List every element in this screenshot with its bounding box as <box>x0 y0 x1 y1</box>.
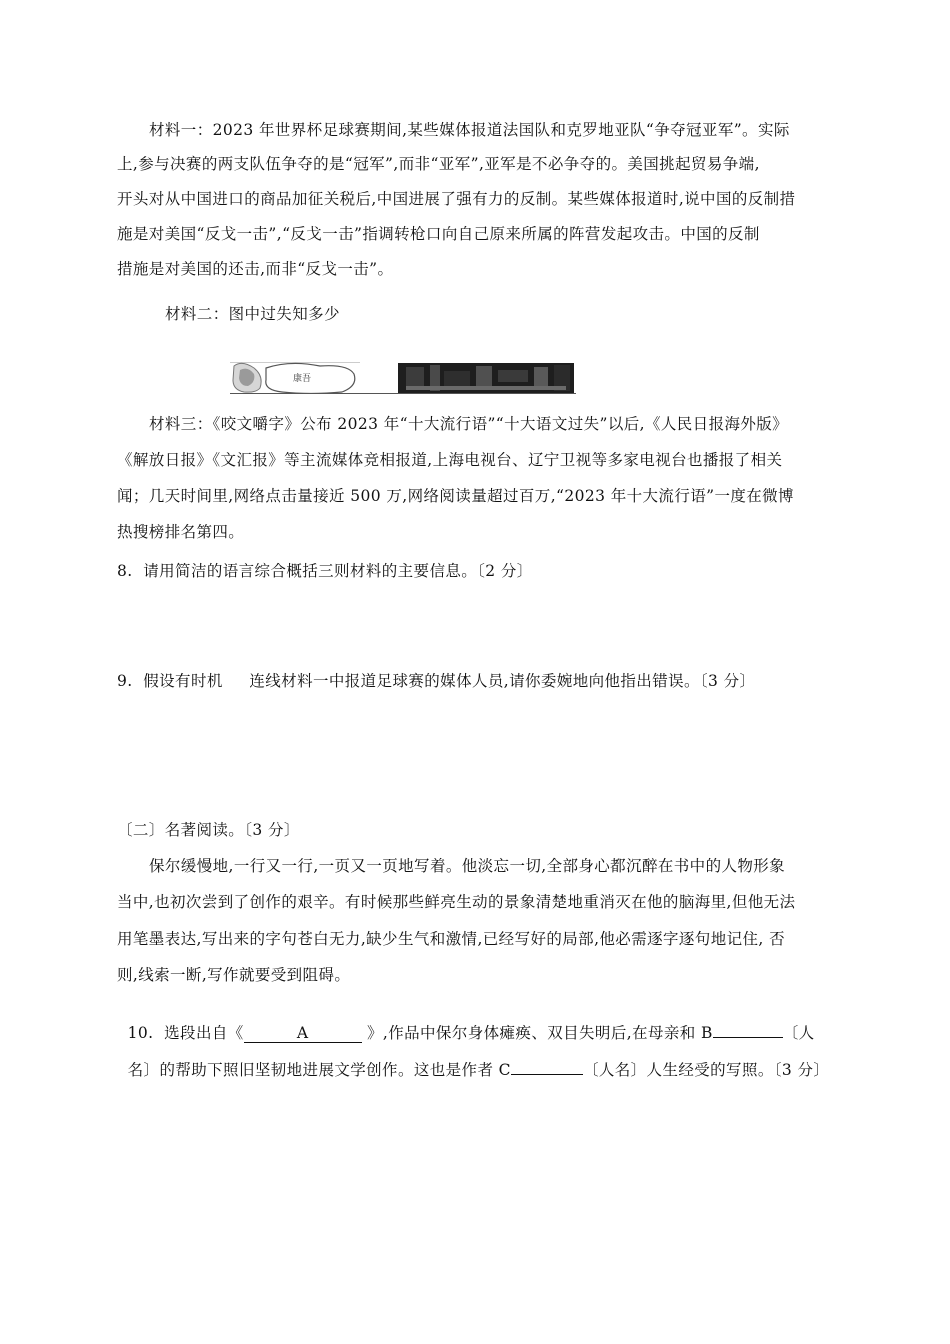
error-spotting-figure <box>230 362 576 394</box>
material-1-line-3: 开头对从中国进口的商品加征关税后,中国进展了强有力的反制。某些媒体报道时,说中国的反制措 <box>117 190 796 208</box>
material-1-line-5: 措施是对美国的还击,而非“反戈一击”。 <box>117 260 394 278</box>
question-9: 9. 假设有时机 连线材料一中报道足球赛的媒体人员,请你委婉地向他指出错误。〔3 分〕 <box>117 672 756 690</box>
q10-suffix: 〔人 <box>782 1024 815 1042</box>
q10-prefix: 10. 选段出自《 <box>127 1024 244 1042</box>
q10-line2-suffix: 〔人名〕人生经受的写照。〔3 分〕 <box>582 1061 830 1079</box>
material-1-line-2: 上,参与决赛的两支队伍争夺的是“冠军”,而非“亚军”,亚军是不必争夺的。美国挑起贸易争端, <box>117 155 760 173</box>
excerpt-line-1: 保尔缓慢地,一行又一行,一页又一页地写着。他淡忘一切,全部身心都沉醉在书中的人物形象 <box>149 857 786 875</box>
material-1-line-1: 材料一：2023 年世界杯足球赛期间,某些媒体报道法国队和克罗地亚队“争夺冠亚军”。实际 <box>149 121 790 139</box>
question-10-line-1 <box>117 1003 815 1043</box>
excerpt-line-3: 用笔墨表达,写出来的字句苍白无力,缺少生气和激情,已经写好的局部,他必需逐字逐句地记住, 否 <box>117 930 785 948</box>
material-3-line-1: 材料三：《咬文嚼字》公布 2023 年“十大流行语”“十大语文过失”以后,《人民日报海外版》 <box>149 415 789 433</box>
material-3-line-3: 闻；几天时间里,网络点击量接近 500 万,网络阅读量超过百万,“2023 年十大流行语”一度在微博 <box>117 487 794 505</box>
material-3-line-2: 《解放日报》《文汇报》等主流媒体竞相报道,上海电视台、辽宁卫视等多家电视台也播报了相关 <box>117 451 783 469</box>
excerpt-line-4: 则,线索一断,写作就要受到阻碍。 <box>117 966 351 984</box>
blank-c[interactable] <box>511 1074 583 1075</box>
section-2-heading: 〔二〕名著阅读。〔3 分〕 <box>117 821 300 839</box>
figure-text: 康吾 <box>293 374 312 384</box>
blank-a[interactable]: A <box>244 1024 362 1043</box>
material-2-label: 材料二：图中过失知多少 <box>165 305 340 323</box>
material-3-line-4: 热搜榜排名第四。 <box>117 523 245 541</box>
q10-middle: 》,作品中保尔身体瘫痪、双目失明后,在母亲和 B <box>361 1024 713 1042</box>
question-10-line-2 <box>117 1040 829 1080</box>
q10-line2-prefix: 名〕的帮助下照旧坚韧地进展文学创作。这也是作者 C <box>127 1061 511 1079</box>
blank-b[interactable] <box>713 1037 783 1038</box>
excerpt-line-2: 当中,也初次尝到了创作的艰辛。有时候那些鲜亮生动的景象清楚地重消灭在他的脑海里,但他无法 <box>117 893 796 911</box>
material-1-line-4: 施是对美国“反戈一击”,“反戈一击”指调转枪口向自己原来所属的阵营发起攻击。中国的反制 <box>117 225 760 243</box>
question-8: 8. 请用简洁的语言综合概括三则材料的主要信息。〔2 分〕 <box>117 562 533 580</box>
